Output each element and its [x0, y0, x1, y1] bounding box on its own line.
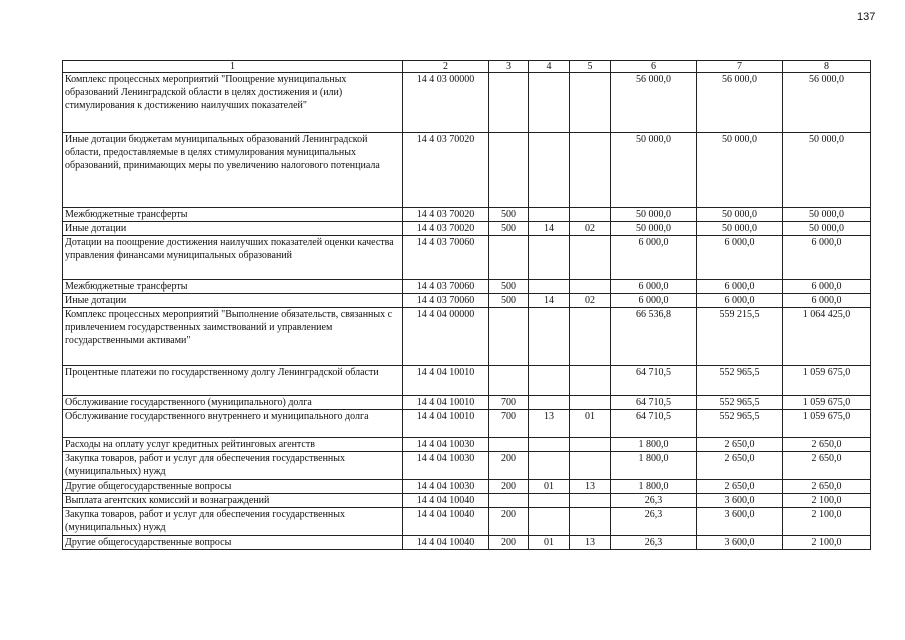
amount-year-2: 50 000,0	[697, 222, 783, 236]
target-code: 14 4 03 70020	[403, 133, 489, 208]
amount-year-3: 6 000,0	[783, 236, 871, 280]
table-row	[63, 508, 871, 536]
row-name: Закупка товаров, работ и услуг для обеспечения государственных (муниципальных) нужд	[63, 452, 403, 480]
subsection	[570, 366, 611, 396]
column-header: 5	[570, 61, 611, 73]
expense-type	[489, 133, 529, 208]
amount-year-3: 2 650,0	[783, 438, 871, 452]
subsection: 13	[570, 480, 611, 494]
section	[529, 452, 570, 480]
subsection	[570, 396, 611, 410]
page-number: 137	[857, 11, 876, 23]
section	[529, 308, 570, 366]
amount-year-3: 50 000,0	[783, 208, 871, 222]
target-code: 14 4 04 10030	[403, 438, 489, 452]
target-code: 14 4 04 10010	[403, 396, 489, 410]
subsection	[570, 208, 611, 222]
target-code: 14 4 03 70060	[403, 280, 489, 294]
section	[529, 73, 570, 133]
subsection	[570, 452, 611, 480]
row-name: Комплекс процессных мероприятий "Поощрение муниципальных образований Ленинградской области в целях достижения и (или) стимулирования к достижению наилучших показателей"	[63, 73, 403, 133]
table-row	[63, 452, 871, 480]
column-header: 4	[529, 61, 570, 73]
amount-year-1: 6 000,0	[611, 236, 697, 280]
row-name: Обслуживание государственного (муниципального) долга	[63, 396, 403, 410]
row-name: Расходы на оплату услуг кредитных рейтинговых агентств	[63, 438, 403, 452]
amount-year-1: 50 000,0	[611, 222, 697, 236]
target-code: 14 4 04 10040	[403, 536, 489, 550]
table-row	[63, 208, 871, 222]
amount-year-2: 552 965,5	[697, 396, 783, 410]
amount-year-3: 56 000,0	[783, 73, 871, 133]
expense-type: 200	[489, 508, 529, 536]
row-name: Иные дотации	[63, 294, 403, 308]
amount-year-1: 26,3	[611, 508, 697, 536]
table-row	[63, 294, 871, 308]
amount-year-1: 50 000,0	[611, 133, 697, 208]
column-number-row	[63, 61, 871, 73]
subsection	[570, 73, 611, 133]
amount-year-1: 1 800,0	[611, 452, 697, 480]
target-code: 14 4 03 70060	[403, 236, 489, 280]
amount-year-2: 2 650,0	[697, 480, 783, 494]
section	[529, 396, 570, 410]
target-code: 14 4 04 10040	[403, 508, 489, 536]
subsection	[570, 494, 611, 508]
row-name: Межбюджетные трансферты	[63, 280, 403, 294]
amount-year-1: 56 000,0	[611, 73, 697, 133]
amount-year-1: 50 000,0	[611, 208, 697, 222]
table-row	[63, 222, 871, 236]
target-code: 14 4 04 00000	[403, 308, 489, 366]
section	[529, 494, 570, 508]
amount-year-2: 50 000,0	[697, 133, 783, 208]
amount-year-3: 1 059 675,0	[783, 366, 871, 396]
amount-year-2: 3 600,0	[697, 536, 783, 550]
expense-type	[489, 308, 529, 366]
expense-type: 500	[489, 208, 529, 222]
amount-year-2: 552 965,5	[697, 366, 783, 396]
table-row	[63, 410, 871, 438]
amount-year-2: 552 965,5	[697, 410, 783, 438]
expense-type: 200	[489, 452, 529, 480]
amount-year-2: 6 000,0	[697, 280, 783, 294]
row-name: Обслуживание государственного внутреннего и муниципального долга	[63, 410, 403, 438]
target-code: 14 4 03 00000	[403, 73, 489, 133]
table-row	[63, 438, 871, 452]
target-code: 14 4 04 10030	[403, 480, 489, 494]
section	[529, 438, 570, 452]
subsection: 13	[570, 536, 611, 550]
amount-year-3: 6 000,0	[783, 280, 871, 294]
section: 14	[529, 294, 570, 308]
table-row	[63, 308, 871, 366]
amount-year-3: 50 000,0	[783, 222, 871, 236]
target-code: 14 4 04 10010	[403, 410, 489, 438]
section	[529, 236, 570, 280]
expense-type	[489, 73, 529, 133]
amount-year-3: 2 100,0	[783, 536, 871, 550]
amount-year-1: 26,3	[611, 494, 697, 508]
subsection: 02	[570, 222, 611, 236]
amount-year-2: 2 650,0	[697, 452, 783, 480]
amount-year-2: 559 215,5	[697, 308, 783, 366]
target-code: 14 4 04 10040	[403, 494, 489, 508]
amount-year-1: 64 710,5	[611, 396, 697, 410]
amount-year-3: 2 100,0	[783, 508, 871, 536]
subsection	[570, 438, 611, 452]
section: 13	[529, 410, 570, 438]
target-code: 14 4 03 70020	[403, 208, 489, 222]
subsection	[570, 308, 611, 366]
section	[529, 366, 570, 396]
target-code: 14 4 03 70060	[403, 294, 489, 308]
table-row	[63, 236, 871, 280]
row-name: Иные дотации	[63, 222, 403, 236]
target-code: 14 4 03 70020	[403, 222, 489, 236]
amount-year-2: 50 000,0	[697, 208, 783, 222]
row-name: Другие общегосударственные вопросы	[63, 536, 403, 550]
table-row	[63, 480, 871, 494]
column-header: 6	[611, 61, 697, 73]
expense-type: 500	[489, 294, 529, 308]
section: 01	[529, 480, 570, 494]
expense-type: 700	[489, 410, 529, 438]
row-name: Комплекс процессных мероприятий "Выполнение обязательств, связанных с привлечением государственных заимствований и управлением государственными активами"	[63, 308, 403, 366]
subsection	[570, 508, 611, 536]
row-name: Закупка товаров, работ и услуг для обеспечения государственных (муниципальных) нужд	[63, 508, 403, 536]
amount-year-3: 50 000,0	[783, 133, 871, 208]
subsection: 01	[570, 410, 611, 438]
subsection	[570, 280, 611, 294]
table-row	[63, 280, 871, 294]
target-code: 14 4 04 10030	[403, 452, 489, 480]
row-name: Другие общегосударственные вопросы	[63, 480, 403, 494]
row-name: Дотации на поощрение достижения наилучших показателей оценки качества управления финансами муниципальных образований	[63, 236, 403, 280]
section: 14	[529, 222, 570, 236]
expense-type: 200	[489, 536, 529, 550]
amount-year-1: 1 800,0	[611, 438, 697, 452]
amount-year-2: 3 600,0	[697, 508, 783, 536]
row-name: Межбюджетные трансферты	[63, 208, 403, 222]
table-row	[63, 133, 871, 208]
subsection	[570, 133, 611, 208]
subsection: 02	[570, 294, 611, 308]
table-row	[63, 536, 871, 550]
expense-type	[489, 494, 529, 508]
amount-year-2: 2 650,0	[697, 438, 783, 452]
subsection	[570, 236, 611, 280]
amount-year-3: 6 000,0	[783, 294, 871, 308]
amount-year-1: 26,3	[611, 536, 697, 550]
column-header: 1	[63, 61, 403, 73]
section: 01	[529, 536, 570, 550]
amount-year-3: 2 650,0	[783, 452, 871, 480]
amount-year-3: 2 100,0	[783, 494, 871, 508]
column-header: 7	[697, 61, 783, 73]
column-header: 2	[403, 61, 489, 73]
row-name: Процентные платежи по государственному долгу Ленинградской области	[63, 366, 403, 396]
section	[529, 508, 570, 536]
table-body	[63, 61, 871, 550]
amount-year-1: 64 710,5	[611, 366, 697, 396]
expense-type: 500	[489, 222, 529, 236]
amount-year-3: 1 064 425,0	[783, 308, 871, 366]
amount-year-2: 6 000,0	[697, 294, 783, 308]
table-row	[63, 494, 871, 508]
row-name: Иные дотации бюджетам муниципальных образований Ленинградской области, предоставляемые в целях стимулирования муниципальных образований, принимающих меры по увеличению налогового потенциала	[63, 133, 403, 208]
section	[529, 208, 570, 222]
amount-year-3: 2 650,0	[783, 480, 871, 494]
amount-year-1: 6 000,0	[611, 294, 697, 308]
amount-year-2: 3 600,0	[697, 494, 783, 508]
amount-year-1: 1 800,0	[611, 480, 697, 494]
amount-year-3: 1 059 675,0	[783, 396, 871, 410]
table-row	[63, 366, 871, 396]
column-header: 3	[489, 61, 529, 73]
expense-type	[489, 438, 529, 452]
row-name: Выплата агентских комиссий и вознаграждений	[63, 494, 403, 508]
expense-type: 700	[489, 396, 529, 410]
column-header: 8	[783, 61, 871, 73]
section	[529, 133, 570, 208]
amount-year-1: 6 000,0	[611, 280, 697, 294]
expense-type: 200	[489, 480, 529, 494]
amount-year-2: 6 000,0	[697, 236, 783, 280]
expense-type	[489, 236, 529, 280]
table-row	[63, 396, 871, 410]
amount-year-2: 56 000,0	[697, 73, 783, 133]
amount-year-1: 64 710,5	[611, 410, 697, 438]
amount-year-3: 1 059 675,0	[783, 410, 871, 438]
expense-type	[489, 366, 529, 396]
section	[529, 280, 570, 294]
table-row	[63, 73, 871, 133]
budget-table	[62, 60, 871, 550]
amount-year-1: 66 536,8	[611, 308, 697, 366]
expense-type: 500	[489, 280, 529, 294]
target-code: 14 4 04 10010	[403, 366, 489, 396]
